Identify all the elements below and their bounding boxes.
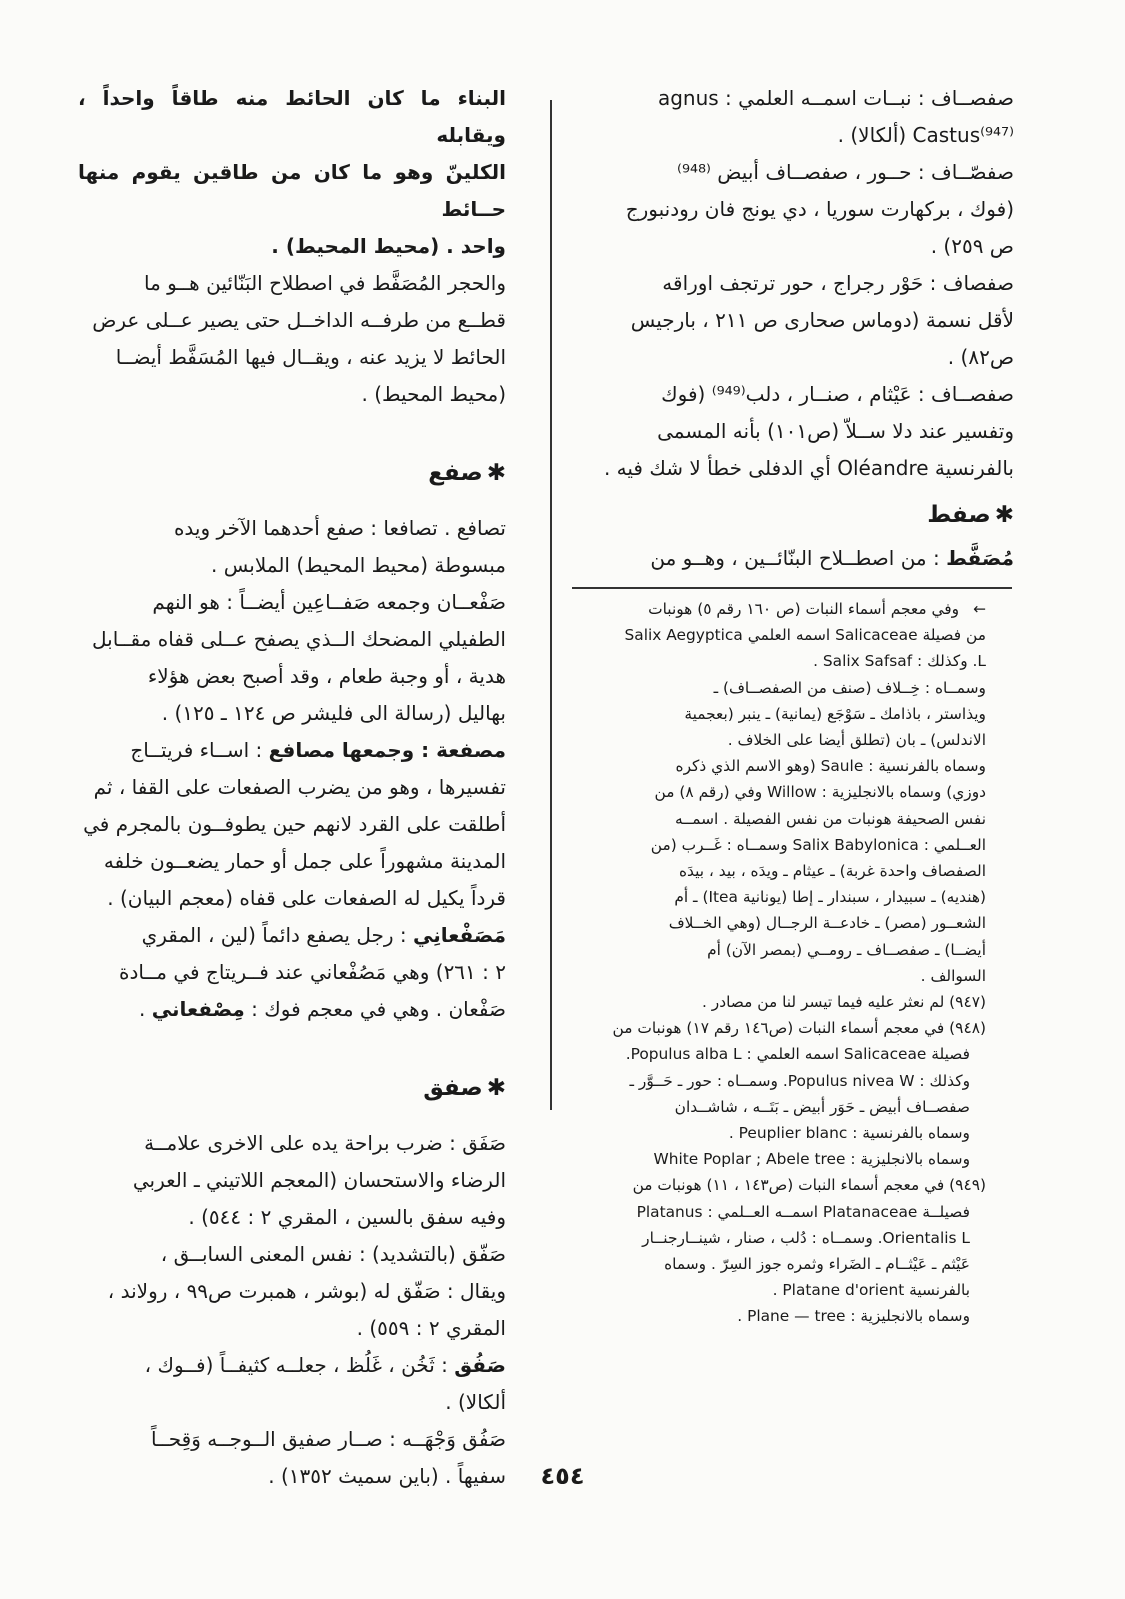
section-heading-safaa	[78, 455, 506, 492]
text-span: صَفْعان . وهي في معجم فوك :	[244, 997, 506, 1021]
text-line: قطــع من طرفــه الداخــل حتى يصير عــلى عرض	[92, 308, 506, 332]
headword: مصفعة : وجمعها مصافع	[268, 738, 506, 762]
text-span: وفي معجم أسماء النبات (ص ١٦٠ رقم ٥) هونبات	[648, 600, 960, 618]
text-line: الرضاء والاستحسان (المعجم اللاتيني ـ العربي	[132, 1168, 506, 1192]
text-line: ويقال : صَفّق له (بوشر ، همبرت ص٩٩ ، رولاند ،	[107, 1279, 506, 1303]
footnote-948: (٩٤٨) في معجم أسماء النبات (ص١٤٦ رقم ١٧) هونبات من	[612, 1019, 986, 1038]
text-line: المدينة مشهوراً على جمل أو حمار يضعــون خلفه	[103, 849, 506, 873]
headword: صَفُق	[454, 1353, 506, 1377]
footnote-line: السوالف .	[920, 966, 986, 985]
text-line	[78, 732, 506, 769]
footnote-line: وكذلك : Populus nivea W. وسمــاه : حور ـ حَــوَّر ـ	[629, 1071, 970, 1090]
footnotes	[566, 596, 986, 1330]
text-span: : من اصطــلاح البنّائــين ، وهــو من	[650, 546, 947, 570]
footnote-line: الشعــور (مصر) ـ خادعــة الرجــال (وهي الخــلاف	[668, 914, 986, 933]
text-line: الطفيلي المضحك الــذي يصفح عــلى قفاه مقــابل	[92, 627, 506, 651]
text-line: وتفسير عند دلا ســلاّ (ص١٠١) بأنه المسمى	[657, 419, 1014, 443]
text-span: : اســاء فريتــاج	[130, 738, 269, 762]
text-line: صفصّــاف : حــور ، صفصــاف أبيض ⁽⁹⁴⁸⁾	[677, 160, 1014, 184]
text-line: الحائط لا يزيد عنه ، ويقــال فيها المُسَفَّط أيضــا	[115, 345, 506, 369]
text-line: صفصــاف : نبــات اسمــه العلمي : agnus	[657, 86, 1014, 110]
page-number: ٤٥٤	[540, 1462, 585, 1490]
text-line: والحجر المُصَفَّط في اصطلاح البَنّائين هــو ما	[143, 271, 506, 295]
footnote-949: (٩٤٩) في معجم أسماء النبات (ص١٤٣ ، ١١) هونبات من	[632, 1176, 986, 1195]
text-line: ص٨٢) .	[947, 345, 1014, 369]
text-line	[78, 917, 506, 954]
spacer	[78, 1028, 506, 1060]
footnote-line: وسمــاه : خِــلاف (صنف من الصفصــاف) ـ	[713, 678, 986, 697]
arrow-left-icon: ←	[973, 600, 986, 618]
text-line: Castus⁽⁹⁴⁷⁾ (ألكالا) .	[837, 123, 1014, 147]
footnote-line	[566, 596, 986, 622]
footnote-line: العــلمي : Salix Babylonica وسمــاه : غَــرب (من	[650, 835, 986, 854]
footnote-line: (هنديه) ـ سبيدار ، سبندار ـ إطا (يونانية Itea) ـ أم	[674, 888, 986, 907]
section-heading-safaq	[78, 1070, 506, 1107]
heading-text: صفع	[428, 460, 483, 486]
text-line: تفسيرها ، وهو من يضرب الصفعات على القفا ، ثم	[93, 775, 506, 799]
text-line: ص ٢٥٩) .	[930, 234, 1014, 258]
footnote-line: دوزي) وسماه بالانجليزية : Willow وفي (رقم ٨) من	[654, 783, 986, 802]
column-divider	[550, 100, 552, 1110]
text-line: صَفَق : ضرب براحة يده على الاخرى علامــة	[144, 1131, 506, 1155]
left-column	[78, 80, 506, 1495]
text-line: ألكالا) .	[445, 1390, 506, 1414]
headword: مِصْفعاني	[151, 997, 245, 1021]
footnote-line: نفس الصحيفة هونبات من نفس الفصيلة . اسمــه	[674, 809, 986, 828]
footnote-line: من فصيلة Salicaceae اسمه العلمي Salix Aegyptica	[624, 626, 986, 645]
footnote-line: ويذاستر ، باذامك ـ سَوْجَع (يمانية) ـ ينبر (بعجمية	[684, 704, 986, 723]
text-line: بالفرنسية Oléandre أي الدفلى خطأ لا شك فيه .	[603, 456, 1014, 480]
text-line: صفصــاف : عَيْثام ، صنــار ، دلب⁽⁹⁴⁹⁾ (فوك	[661, 382, 1014, 406]
footnote-line: وسماه بالفرنسية : Peuplier blanc .	[728, 1124, 970, 1143]
text-line: وفيه سفق بالسين ، المقري ٢ : ٥٤٤) .	[188, 1205, 506, 1229]
footnote-rule	[572, 587, 1012, 589]
text-line: لأقل نسمة (دوماس صحارى ص ٢١١ ، بارجيس	[630, 308, 1014, 332]
text-line: صفصاف : حَوْر رجراج ، حور ترتجف اوراقه	[662, 271, 1014, 295]
text-line: (محيط المحيط) .	[361, 382, 506, 406]
heading-text: صفط	[927, 502, 991, 528]
headword: مَصَفْعانِي	[412, 923, 506, 947]
text-line: صَفْعــان وجمعه صَفــاعِين أيضــاً : هو النهم	[152, 590, 506, 614]
text-line: صَفّق (بالتشديد) : نفس المعنى السابــق ،	[160, 1242, 506, 1266]
text-span: : ثَخُن ، غَلُظ ، جعلــه كثيفــاً (فــوك ،	[144, 1353, 455, 1377]
text-line: (فوك ، بركهارت سوريا ، دي يونج فان رودنبورج	[625, 197, 1014, 221]
text-line: سفيهاً . (باين سميث ١٣٥٢) .	[268, 1464, 506, 1488]
footnote-line: Orientalis L. وسمــاه : دُلب ، صنار ، شينــارجنــار	[642, 1228, 970, 1247]
text-line: بهاليل (رسالة الى فليشر ص ١٢٤ ـ ١٢٥) .	[161, 701, 506, 725]
text-line: مبسوطة (محيط المحيط) الملابس .	[211, 553, 506, 577]
text-line: البناء ما كان الحائط منه طاقاً واحداً ، ويقابله	[78, 86, 506, 147]
text-line: قرداً يكيل له الصفعات على قفاه (معجم البيان) .	[107, 886, 506, 910]
text-line	[78, 1347, 506, 1384]
footnote-line: L. وكذلك : Salix Safsaf .	[813, 652, 986, 671]
footnote-line: وسماه بالانجليزية : Plane — tree .	[737, 1307, 970, 1326]
footnote-line: فصيلــة Platanaceae اسمــه العــلمي : Platanus	[636, 1202, 970, 1221]
text-line	[78, 991, 506, 1028]
heading-text: صفق	[423, 1075, 483, 1101]
footnote-line: عَيْثم ـ عَيْثــام ـ الضَراء وثمره جوز السِرّ . وسماه	[664, 1255, 970, 1274]
headword: مُصَفَّط	[946, 546, 1014, 570]
text-line: الكلينّ وهو ما كان من طاقين يقوم منها حــائط	[78, 160, 506, 221]
footnote-947: (٩٤٧) لم نعثر عليه فيما تيسر لنا من مصادر .	[702, 993, 986, 1012]
text-line: أطلقت على القرد لانهم حين يطوفــون بالمجرم في	[83, 812, 506, 836]
footnote-line: فصيلة Salicaceae اسمه العلمي : Populus alba L.	[625, 1045, 970, 1064]
footnote-line: أيضــا) ـ صفصــاف ـ رومــي (بمصر الآن) أم	[707, 940, 986, 959]
footnote-line: وسماه بالانجليزية : White Poplar ; Abele tree	[653, 1150, 970, 1169]
footnote-line: وسماه بالفرنسية : Saule (وهو الاسم الذي ذكره	[675, 757, 986, 776]
footnote-line: الاندلس) ـ بان (تطلق أيضا على الخلاف .	[727, 731, 986, 750]
text-line: ٢ : ٢٦١) وهي مَصُفْعاني عند فــريتاج في مــادة	[119, 960, 506, 984]
asterisk-icon: ✱	[486, 1075, 506, 1101]
asterisk-icon: ✱	[486, 460, 506, 486]
spacer	[78, 413, 506, 445]
section-heading-safat	[574, 497, 1014, 534]
spacer	[78, 1113, 506, 1125]
text-span: : رجل يصفع دائماً (لين ، المقري	[141, 923, 413, 947]
asterisk-icon: ✱	[994, 502, 1014, 528]
text-line: صَفُق وَجْهَــه : صــار صفيق الــوجــه وَقِحــاً	[150, 1427, 506, 1451]
text-line: المقري ٢ : ٥٥٩) .	[356, 1316, 506, 1340]
text-line: تصافع . تصافعا : صفع أحدهما الآخر ويده	[173, 516, 506, 540]
spacer	[78, 498, 506, 510]
footnote-line: الصفصاف واحدة غربة) ـ عيثام ـ ويدَه ، بيد ، بيدَه	[678, 862, 986, 881]
footnote-line: بالفرنسية Platane d'orient .	[772, 1281, 970, 1300]
text-line: واحد . (محيط المحيط) .	[271, 234, 506, 258]
right-column	[574, 80, 1014, 577]
text-line	[574, 540, 1014, 577]
footnote-line: صفصــاف أبيض ـ حَوَر أبيض ـ بَتَــه ، شاشــدان	[674, 1097, 970, 1116]
text-span: .	[139, 997, 152, 1021]
text-line: هدية ، أو وجبة طعام ، وقد أصبح بعض هؤلاء	[147, 664, 506, 688]
